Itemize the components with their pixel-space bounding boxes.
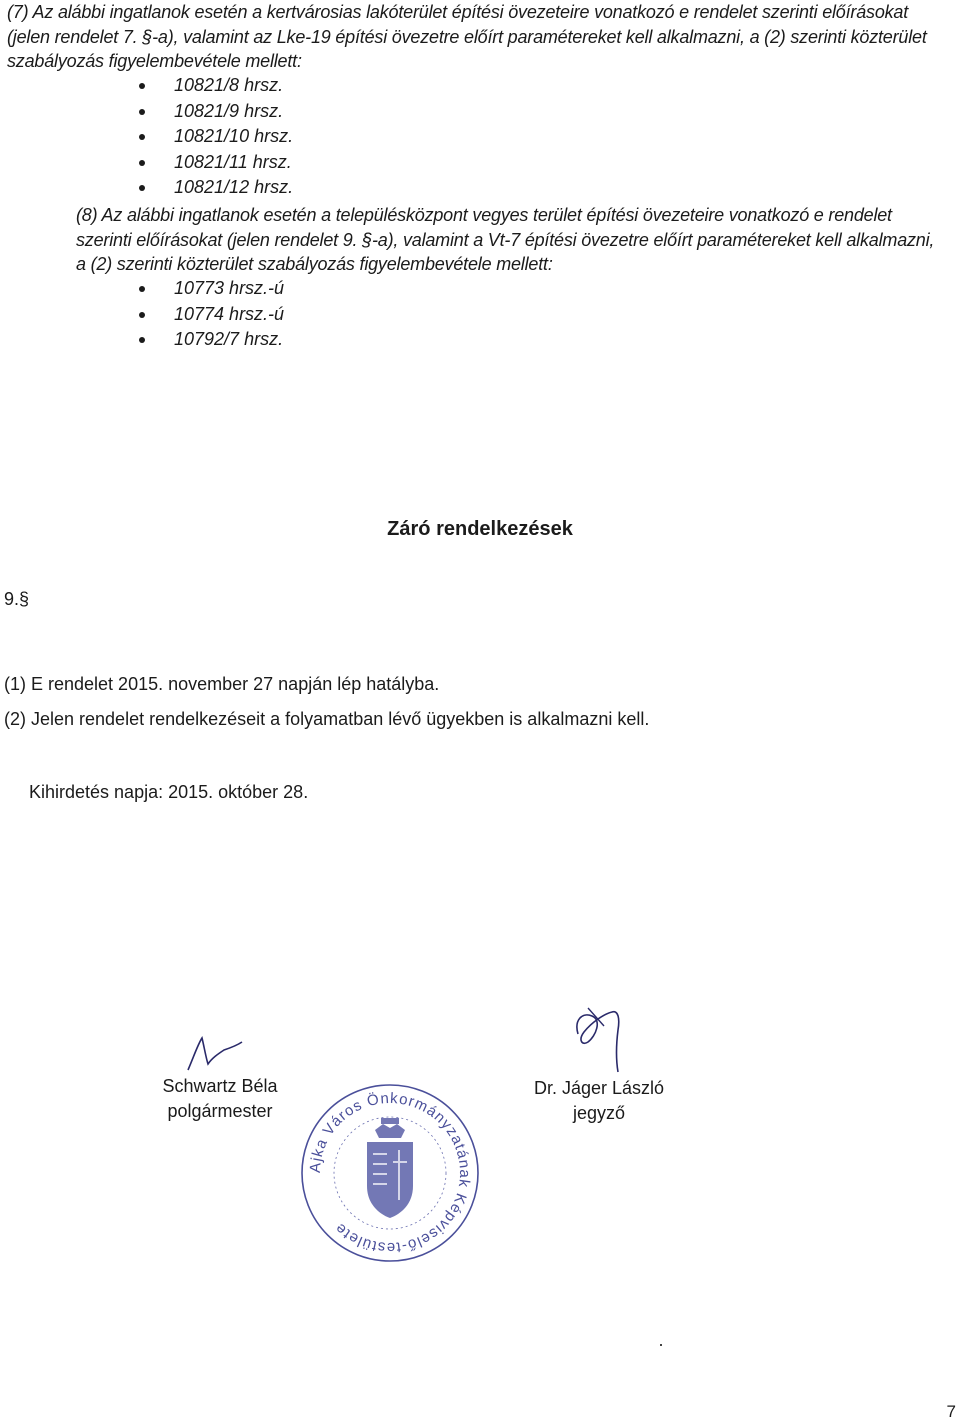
mayor-name: Schwartz Béla: [162, 1076, 278, 1096]
list-item-text: 10821/10 hrsz.: [174, 126, 294, 146]
list-item-text: 10821/11 hrsz.: [174, 151, 292, 172]
list-item: [139, 124, 293, 150]
bullet-icon: [139, 185, 145, 191]
list-item: [139, 302, 284, 328]
paragraph-7: [7, 0, 927, 74]
notary-name: Dr. Jáger László: [533, 1078, 665, 1098]
paragraph-8: [76, 203, 934, 277]
list-item-text: 10821/8 hrsz.: [174, 75, 284, 95]
bullet-icon: [139, 134, 145, 140]
paragraph-7-line-1: (7) Az alábbi ingatlanok esetén a kertvárosias lakóterület építési övezeteire vonatkozó e rendelet szerinti előírásokat: [7, 2, 909, 22]
stray-dot: [660, 1344, 662, 1346]
bullet-icon: [139, 109, 145, 115]
bullet-icon: [139, 160, 145, 166]
list-item: [139, 175, 293, 201]
paragraph-8-list: [139, 276, 284, 353]
bullet-icon: [139, 312, 145, 318]
list-item: [139, 150, 293, 176]
bullet-icon: [139, 286, 145, 292]
list-item-text: 10773 hrsz.-ú: [174, 278, 285, 298]
page-number: 7: [946, 1402, 956, 1421]
list-item-text: 10821/12 hrsz.: [174, 177, 294, 197]
paragraph-7-line-2: (jelen rendelet 7. §-a), valamint az Lke-19 építési övezetre előírt paramétereket kell alkalmazni, a (2) szerinti közterület: [7, 26, 927, 47]
mayor-signature-icon: [186, 1034, 246, 1074]
clause-2: (2) Jelen rendelet rendelkezéseit a folyamatban lévő ügyekben is alkalmazni kell.: [4, 709, 650, 729]
list-item-text: 10821/9 hrsz.: [174, 100, 284, 121]
section-number: 9.§: [4, 589, 30, 609]
mayor-title: polgármester: [167, 1101, 273, 1121]
list-item: [139, 276, 284, 302]
paragraph-7-list: [139, 73, 293, 201]
notary-block: [519, 1076, 679, 1126]
paragraph-7-line-3: szabályozás figyelembevétele mellett:: [7, 51, 302, 71]
stamp-ring-text: Ajka Város Önkormányzatának Képviselő-testülete: [306, 1089, 474, 1257]
clause-1: (1) E rendelet 2015. november 27 napján lép hatályba.: [4, 674, 440, 694]
list-item-text: 10792/7 hrsz.: [174, 329, 284, 349]
section-heading: Záró rendelkezések: [387, 518, 573, 540]
list-item: [139, 327, 284, 353]
list-item-text: 10774 hrsz.-ú: [174, 303, 285, 324]
paragraph-8-line-2: szerinti előírásokat (jelen rendelet 9. §-a), valamint a Vt-7 építési övezetre előírt paramétereket kell alkalmazni,: [76, 229, 935, 250]
paragraph-8-line-1: (8) Az alábbi ingatlanok esetén a településközpont vegyes terület építési övezeteire vonatkozó e rendelet: [76, 205, 892, 225]
paragraph-8-line-3: a (2) szerinti közterület szabályozás figyelembevétele mellett:: [76, 254, 553, 274]
notary-signature-icon: [568, 1006, 628, 1076]
bullet-icon: [139, 83, 145, 89]
official-seal-icon: [295, 1078, 485, 1268]
mayor-block: [140, 1074, 300, 1124]
announcement-date: Kihirdetés napja: 2015. október 28.: [29, 782, 309, 802]
notary-title: jegyző: [572, 1103, 626, 1123]
bullet-icon: [139, 337, 145, 343]
list-item: [139, 99, 293, 125]
list-item: [139, 73, 293, 99]
